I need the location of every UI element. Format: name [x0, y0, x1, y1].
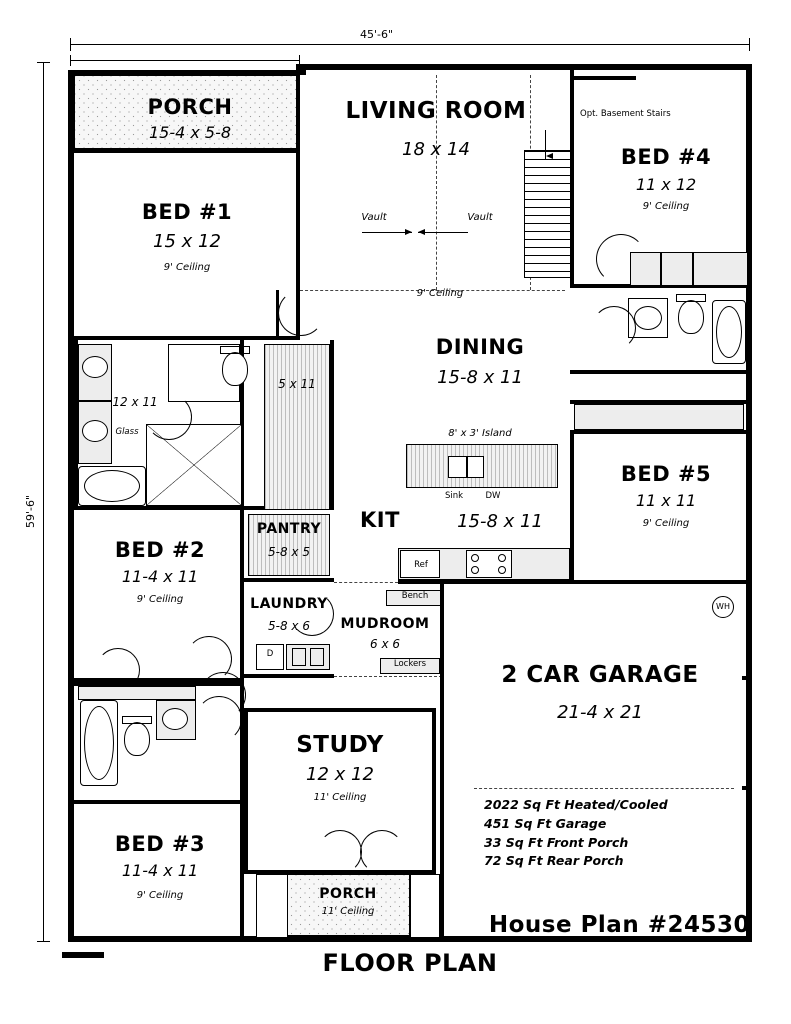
room-size-mudroom: 6 x 6	[370, 637, 400, 651]
door-arc-rear-porch-2	[360, 830, 404, 874]
wall-mbath-right	[330, 340, 334, 510]
door-arc-bath-north	[592, 306, 636, 350]
dimension-tick	[70, 38, 71, 51]
sink-divider	[466, 456, 468, 478]
wall-garage-top	[440, 580, 748, 584]
room-label-laundry: LAUNDRY	[250, 596, 328, 612]
door-arc-bed1	[278, 290, 324, 336]
toilet-tank-master	[220, 346, 250, 354]
vanity-divider	[660, 252, 662, 286]
wall-garage-left	[440, 582, 444, 938]
room-ceiling-bed3: 9' Ceiling	[136, 890, 184, 901]
bathtub-basin-master	[84, 470, 140, 502]
room-size-bed1: 15 x 12	[153, 231, 221, 252]
room-ceiling-bed5: 9' Ceiling	[642, 518, 690, 529]
sink-icon-master-2	[82, 420, 108, 442]
toilet-tank-north	[676, 294, 706, 302]
burner-icon	[498, 566, 506, 574]
glass-label: Glass	[115, 427, 139, 437]
room-label-kitchen: KIT	[360, 508, 400, 532]
vault-arrow-left	[362, 232, 412, 233]
closet-shelf-right	[574, 404, 744, 430]
room-label-bed3: BED #3	[114, 832, 206, 856]
door-arc-study	[200, 672, 246, 718]
burner-icon	[471, 566, 479, 574]
burner-icon	[471, 554, 479, 562]
bathtub-basin-hall	[84, 706, 114, 780]
room-size-living-room: 18 x 14	[402, 139, 470, 160]
room-ceiling-study: 11' Ceiling	[313, 792, 367, 803]
rear-porch-area	[286, 874, 410, 936]
washer-icon	[292, 648, 306, 666]
basement-stairs-label: Opt. Basement Stairs	[580, 109, 671, 119]
room-size-bed2: 11-4 x 11	[121, 567, 199, 586]
room-size-kitchen: 15-8 x 11	[457, 511, 543, 532]
room-label-bed4: BED #4	[620, 145, 712, 169]
room-ceiling-bed2: 9' Ceiling	[136, 594, 184, 605]
closet-12x11-label: 12 x 11	[112, 395, 158, 409]
room-ceiling-living-room: 9' Ceiling	[416, 288, 464, 299]
optional-basement-stairs	[524, 150, 574, 278]
area-note-2: 451 Sq Ft Garage	[484, 815, 607, 831]
lockers-label: Lockers	[393, 659, 427, 669]
door-leaf-bed1	[276, 290, 279, 336]
plan-number-title: House Plan #24530	[488, 912, 750, 938]
area-note-1: 2022 Sq Ft Heated/Cooled	[484, 797, 668, 812]
dimension-line-left	[43, 62, 44, 942]
wall-laundry-top	[244, 578, 334, 582]
room-size-garage: 21-4 x 21	[557, 702, 643, 723]
room-label-study: STUDY	[296, 732, 384, 758]
room-label-bed2: BED #2	[114, 538, 206, 562]
wall-bed5-left	[570, 434, 574, 584]
room-label-bed1: BED #1	[141, 200, 233, 224]
wall-laundry-bottom	[244, 674, 334, 678]
door-arc-linen	[96, 648, 140, 692]
mud-opening-1	[334, 582, 398, 583]
room-label-living-room: LIVING ROOM	[345, 98, 527, 124]
sink-icon-hall	[162, 708, 188, 730]
closet-5x11-label: 5 x 11	[278, 377, 316, 391]
vanity-bath-north	[630, 252, 748, 286]
toilet-icon-bath-north	[678, 300, 704, 334]
room-ceiling-bed1: 9' Ceiling	[163, 262, 211, 273]
vault-label-right: Vault	[467, 212, 493, 223]
wall-hallbath-bottom	[74, 800, 244, 804]
dimension-line-top	[70, 44, 750, 45]
garage-door-jamb-top	[742, 676, 752, 680]
area-note-3: 33 Sq Ft Front Porch	[484, 834, 629, 850]
room-size-study: 12 x 12	[306, 764, 374, 785]
room-ceiling-porch-rear: 11' Ceiling	[321, 906, 375, 917]
sink-label: Sink	[444, 491, 464, 501]
door-arc-rear-porch-1	[318, 830, 362, 874]
exterior-wall-right	[746, 64, 752, 942]
garage-notes-box-top	[474, 788, 734, 789]
room-size-pantry: 5-8 x 5	[268, 545, 310, 559]
wall-bed1-bottom	[74, 336, 300, 340]
wall-bed4-left	[570, 66, 574, 288]
garage-door-jamb-bottom	[742, 786, 752, 790]
burner-icon	[498, 554, 506, 562]
vanity-divider-2	[692, 252, 694, 286]
bench-label: Bench	[401, 591, 429, 601]
laundry-sink-icon	[310, 648, 324, 666]
dimension-tick	[749, 38, 750, 51]
wall-study-top	[244, 708, 436, 712]
sheet-title: FLOOR PLAN	[322, 949, 498, 977]
dryer-label: D	[266, 649, 274, 659]
door-arc-master-bath	[146, 394, 192, 440]
closet-5x11	[264, 344, 330, 510]
toilet-icon-hall	[124, 722, 150, 756]
toilet-tank-hall	[122, 716, 152, 724]
dishwasher-label: DW	[485, 491, 501, 501]
room-label-bed5: BED #5	[620, 462, 712, 486]
dimension-tick	[70, 55, 71, 66]
room-label-porch-rear: PORCH	[319, 886, 377, 902]
hall-closet-shelf	[78, 686, 196, 700]
area-note-4: 72 Sq Ft Rear Porch	[484, 853, 624, 869]
wall-closet-right-bottom	[570, 430, 748, 434]
room-size-bed4: 11 x 12	[635, 175, 697, 194]
room-label-mudroom: MUDROOM	[340, 616, 430, 632]
overall-height-label: 59'-6"	[24, 494, 37, 528]
dimension-tick	[37, 941, 50, 942]
room-size-bed3: 11-4 x 11	[121, 861, 199, 880]
stair-leader	[545, 130, 546, 160]
mud-opening-2	[334, 676, 442, 677]
room-size-bed5: 11 x 11	[635, 491, 697, 510]
vanity-split	[78, 400, 112, 402]
room-label-pantry: PANTRY	[256, 521, 322, 537]
exterior-wall-top	[296, 64, 752, 70]
room-label-porch-front: PORCH	[147, 95, 233, 119]
water-heater-icon: WH	[712, 596, 734, 618]
sink-icon-master-1	[82, 356, 108, 378]
door-arc-laundry	[290, 592, 334, 636]
room-size-porch-front: 15-4 x 5-8	[148, 123, 232, 142]
wall-study-right	[432, 708, 436, 874]
area-notes-block	[474, 790, 738, 894]
wall-bath-north-bottom	[570, 370, 748, 374]
room-size-laundry: 5-8 x 6	[268, 619, 310, 633]
room-label-dining: DINING	[435, 335, 525, 359]
vault-arrow-right	[418, 232, 468, 233]
room-label-garage: 2 CAR GARAGE	[501, 662, 699, 688]
dimension-tick	[37, 62, 50, 63]
porch-column-right	[410, 874, 440, 938]
overall-width-label: 45'-6"	[360, 28, 394, 41]
island-label: 8' x 3' Island	[448, 428, 512, 439]
room-ceiling-bed4: 9' Ceiling	[642, 201, 690, 212]
vault-label-left: Vault	[361, 212, 387, 223]
dimension-line-porch	[70, 60, 300, 61]
room-size-dining: 15-8 x 11	[437, 367, 523, 388]
porch-column-left	[256, 874, 288, 938]
wall-living-left-upper	[296, 70, 300, 154]
window-bed4-top	[574, 76, 636, 80]
toilet-icon-master	[222, 352, 248, 386]
bathtub-basin-north	[716, 306, 742, 358]
exterior-wall-bottom-stub	[62, 952, 104, 958]
refrigerator-label: Ref	[414, 560, 428, 570]
